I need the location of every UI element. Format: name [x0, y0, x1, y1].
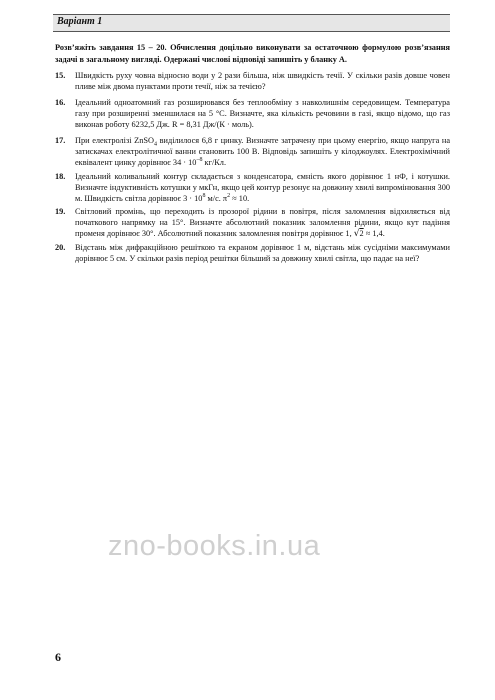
sqrt-value: 2 [359, 229, 364, 239]
task-text-part: Світловий промінь, що переходить із прозорої рідини в повітря, після заломлення відхиляється від початкового напрямку на 15°. Визначте абсолютний показник заломлення рідини, якщо кут падіння променя дорівнює 30°. Абсолютний показник заломлення повітря дорівнює 1, [75, 207, 450, 239]
sqrt-sign: √ [353, 229, 360, 240]
task-19 [55, 206, 450, 241]
instruction-text: Розв’яжіть завдання 15 – 20. Обчислення доцільно виконувати за остаточною формулою розв’язання задачі в загальному вигляді. Одержані числові відповіді запишіть у бланку А. [55, 43, 450, 64]
task-number: 20. [55, 243, 66, 252]
task-number: 18. [55, 172, 66, 181]
task-text-part: кг/Кл. [202, 158, 227, 168]
task-text-part: м/с. π [205, 194, 228, 204]
task-text: Відстань між дифракційною решіткою та екраном дорівнює 1 м, відстань між сусідніми максимумами дорівнює 5 см. У скільки разів період решітки більший за довжину хвилі світла, що падає на неї? [75, 243, 450, 264]
task-number: 16. [55, 98, 66, 107]
superscript: 2 [227, 193, 231, 200]
task-text [75, 206, 450, 241]
task-text-part: ≈ 1,4. [363, 229, 385, 239]
task-number: 17. [55, 136, 66, 145]
subscript: 4 [154, 141, 158, 148]
task-text [75, 171, 450, 205]
task-number: 15. [55, 71, 66, 80]
task-number: 19. [55, 207, 66, 216]
task-text-part: виділилося 6,8 г цинку. Визначте затрачену при цьому енергію, якщо напруга на затискачах електролітичної ванни становить 100 В. Відповідь запишіть у кілоджоулях. Електрохімічний еквівалент цинку дорівнює 34 · 10 [75, 136, 451, 168]
task-20 [55, 242, 450, 264]
variant-header [53, 14, 450, 32]
task-15 [55, 70, 450, 92]
variant-label: Варіант 1 [57, 16, 103, 27]
superscript: –8 [196, 157, 203, 164]
page-number: 6 [55, 650, 61, 664]
task-16 [55, 97, 450, 131]
task-text-part: ≈ 10. [230, 194, 250, 204]
task-text-part: Ідеальний коливальний контур складається з конденсатора, ємність якого дорівнює 1 нФ, і котушки. Визначте індуктивність котушки у мкГн, якщо цей контур резонує на довжину хвилі випромінювання 300 м. Швидкість світла дорівнює 3 · 10 [75, 172, 451, 204]
task-text: Ідеальний одноатомний газ розширювався без теплообміну з навколишнім середовищем. Температура газу при розширенні зменшилася на 5 °С. Визначте, яка кількість речовини в газі, якщо відомо, що газ виконав роботу 6232,5 Дж. R = 8,31 Дж/(К · моль). [75, 98, 450, 130]
task-17 [55, 135, 450, 169]
superscript: 8 [202, 193, 206, 200]
task-text [75, 135, 450, 169]
task-18 [55, 171, 450, 205]
task-text: Швидкість руху човна відносно води у 2 рази більша, ніж швидкість течії. У скільки разів довше човен пливе між двома пунктами проти течії, ніж за течією? [75, 71, 450, 92]
watermark-text: zno-books.in.ua [108, 530, 321, 562]
task-text-part: При електролізі ZnSO [75, 136, 155, 145]
